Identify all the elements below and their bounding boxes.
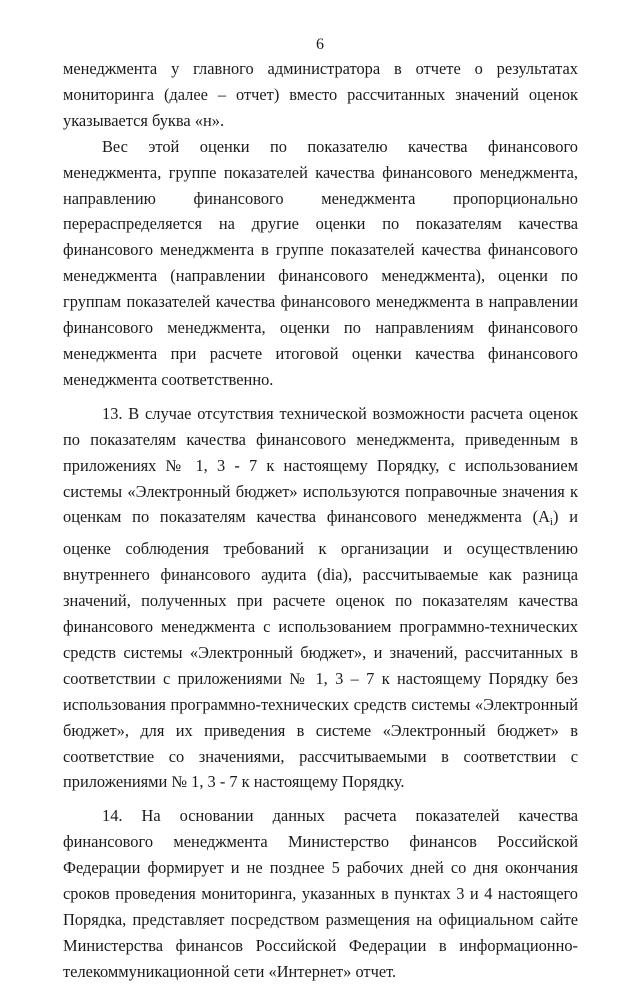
paragraph-item-13 xyxy=(63,401,578,796)
paragraph-weight-redistribution: Вес этой оценки по показателю качества финансового менеджмента, группе показателей качества финансового менеджмента, направлению финансового менеджмента пропорционально перераспределяется на другие оценки по показателям качества финансового менеджмента в группе показателей качества финансового менеджмента (направлении финансового менеджмента), оценки по группам показателей качества финансового менеджмента в направлении финансового менеджмента, оценки по направлениям финансового менеджмента при расчете итоговой оценки качества финансового менеджмента соответственно. xyxy=(63,136,578,389)
paragraph-item-14: 14. На основании данных расчета показателей качества финансового менеджмента Министерство финансов Российской Федерации формирует и не позднее 5 рабочих дней со дня окончания сроков проведения мониторинга, указанных в пунктах 3 и 4 настоящего Порядка, представляет посредством размещения на официальном сайте Министерства финансов Российской Федерации в информационно-телекоммуникационной сети «Интернет» отчет. xyxy=(63,806,578,981)
item-13-text-start: 13. В случае отсутствия технической возможности расчета оценок по показателям качества финансового менеджмента, приведенным в приложениях № 1, 3 - 7 к настоящему Порядку, с использованием системы «Электронный бюджет» используются поправочные значения к оценкам по показателям качества финансового менеджмента (A xyxy=(63,403,578,527)
subscript-i: i xyxy=(549,516,553,529)
page-number: 6 xyxy=(316,36,324,53)
document-body xyxy=(63,56,578,985)
paragraph-continuation: менеджмента у главного администратора в отчете о результатах мониторинга (далее – отчет) вместо рассчитанных значений оценок указывается буква «н». xyxy=(63,59,578,130)
item-13-text-end: ) и оценке соблюдения требований к организации и осуществлению внутреннего финансового аудита (dia), рассчитываемые как разница значений, полученных при расчете оценок по показателям качества финансового менеджмента с использованием программно-технических средств системы «Электронный бюджет», и значений, рассчитанных в соответствии с приложениями № 1, 3 – 7 к настоящему Порядку без использования программно-технических средств системы «Электронный бюджет», для их приведения в системе «Электронный бюджет» в соответствие со значениями, рассчитываемыми в соответствии с приложениями № 1, 3 - 7 к настоящему Порядку. xyxy=(63,507,578,792)
